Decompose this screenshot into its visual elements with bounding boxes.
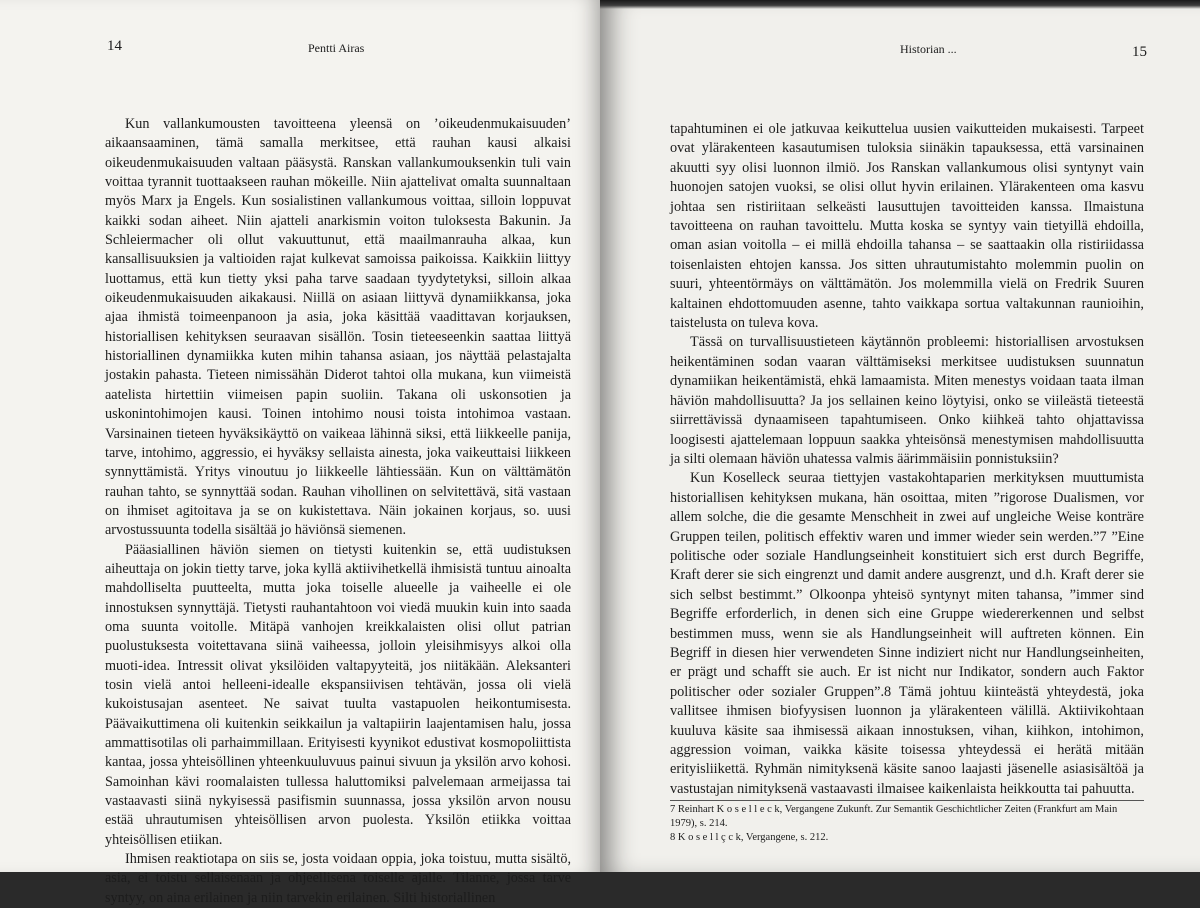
paragraph: Tässä on turvallisuustieteen käytännön probleemi: historiallisen arvostuksen heikentäminen sodan vaaran välttämiseksi merkitsee uudistuksen suunnatun dynamiikan heikentämistä, ehkä lamaamista. Miten menestys voidaan taata ilman häviön mahdollisuutta? Ja jos sellainen keino löytyisi, onko se viileästä tieteestä siirrettävissä dynaamiseen tapahtumiseen. Onko kiihkeä tahto ohjattavissa loogisesti ajattelemaan loppuun saakka yhteisönsä menestymisen mahdollisuutta ja silti olemaan häviön uhatessa valmis äärimmäisiin ponnistuksiin? — [670, 334, 1144, 467]
right-page — [600, 0, 1200, 872]
left-body-text — [105, 115, 571, 908]
left-page — [0, 0, 600, 906]
footnote: 7 Reinhart K o s e l l e c k, Vergangene Zukunft. Zur Semantik Geschichtlicher Zeiten (Frankfurt am Main 1979), s. 214. — [670, 804, 1118, 829]
paragraph: Kun vallankumousten tavoitteena yleensä on ’oikeudenmukaisuuden’ aikaansaaminen, tämä samalla merkitsee, että rauhan kausi alkaisi oikeudenmukaisuuden valtaan pääsystä. Ranskan vallankumouksenkin tuli vain voittaa tyrannit tuottaakseen rauhan mökeille. Niin ajattelivat omalta suunnaltaan myös Marx ja Engels. Kun sosialistinen vallankumous voittaa, silloin loppuvat kaikki sodan aiheet. Niin ajatteli anarkismin voiton tuloksesta Bakunin. Ja Schleiermacher oli ollut vakuuttunut, että maailmanrauha alkaa, kun kansallisuuksien ja valtioiden rajat kulkevat samoissa paikoissa. Kaikkiin liittyy luottamus, että kun tietty yksi paha tarve saadaan tyydytetyksi, silloin alkaa oikeudenmukaisuuden aikakausi. Niillä on asiaan liittyvä dynamiikkansa, joka ajaa ihmistä toimeenpanoon ja asia, joka käsittää vaadittavan korjauksen, historiallisen kehityksen seuraavan sisällön. Tosin tieteeseenkin saattaa liittyä historiallinen dynamiikka kuten mihin tahansa asiaan, jos näyttää pelastajalta jostakin pahasta. Tieteen nimissähän Diderot tahtoi olla mukana, kun viimeistä aatelista hirtettiin viimeisen papin suoliin. Takana oli uskonsotien ja uskonintohimojen kausi. Toinen intohimo nousi toista intohimoa vastaan. Varsinainen tieteen hyväksikäyttö on vaikeaa lähinnä siksi, että liikkeelle panija, tarve, intohimo, aggressio, ei hyväksy sellaista ainesta, joka vaikeuttaisi liikkeen synnyttämistä. Yritys vinoutuu jo liikkeelle lähtiessään. Kun on välttämätön rauhan tahto, se synnyttää sodan. Rauhan vihollinen on selvitettävä, sitä vastaan on ihmiset agitoitava ja se on kukistettava. Näin jokainen korjaus, so. uusi arvostussuunta todella sisältää jo häviönsä siemenen. — [105, 116, 571, 539]
paragraph: Kun Koselleck seuraa tiettyjen vastakohtaparien merkityksen muuttumista historiallisen kehityksen mukana, hän osoittaa, miten ”rigorose Dualismen, vor allem solche, die die gesamte Menschheit in zwei auf ungleiche Weise konträre Gruppen teilen, politisch effektiv waren und immer wieder sein werden.”7 ”Eine politische oder soziale Handlungseinheit konstituiert sich erst durch Begriffe, Kraft derer sie sich eingrenzt und damit andere ausgrenzt, und d.h. Kraft derer sie sich selbst bestimmt.” Olkoonpa yhteisö syntynyt miten tahansa, ”immer sind Begriffe erforderlich, in denen sich eine Gruppe wiedererkennen und selbst bestimmen muss, wenn sie als Handlungseinheit will auftreten können. Ein Begriff in diesen hier verwendeten Sinne indiziert nicht nur Handlungseinheiten, er prägt und schafft sie auch. Er ist nicht nur Indikator, sondern auch Faktor politischer oder sozialer Gruppen”.8 Tämä johtuu kiinteästä yhteydestä, joka vallitsee ihmisen biofyysisen luonnon ja ylärakenteen välillä. Aktiivikohtaan kuuluva käsite saa ihmisessä aikaan innostuksen, vihan, kiihkon, intohimon, aggression voiman, vaikka käsite toisessa yhteydessä ei herätä mitään erityisliikettä. Ryhmän nimityksenä käsite sanoo laajasti jäsenelle asiasisältöä ja vastustajan nimityksenä vastaavasti ilmaisee kaikenlaista heikkoutta tai pahuutta. — [670, 470, 1144, 797]
running-header-right: Historian ... — [900, 42, 957, 56]
footnotes — [670, 800, 1144, 845]
running-header-left: Pentti Airas — [308, 41, 365, 55]
page-number-right: 15 — [1132, 44, 1147, 60]
paragraph: tapahtuminen ei ole jatkuvaa keikuttelua uusien vaikutteiden mukaisesti. Tarpeet ovat ylärakenteen kasautumisen tuloksia siinäkin tapauksessa, että varsinainen akuutti syy olisi luonnon ilmiö. Jos Ranskan vallankumous olisi syntynyt vain huonojen satojen vuoksi, se olisi ollut hyvin erilainen. Ylärakenteen oma kasvu johtaa sen ristiriitaan selkeästi lausuttujen tavoitteiden kanssa. Ilmaistuna tavoitteena on rauhan tavoittelu. Mutta koska se syntyy vain tietyillä ehdoilla, oman asian voitolla – ei millä ehdoilla tahansa – se saattaakin olla ristiriidassa toisenlaisten ehtojen kanssa. Jos sitten uhrautumistahto molemmin puolin on suuri, yhteentörmäys on välttämätön. Jos molemmilla vielä on Fredrik Suuren kaltainen ehdottomuuden asenne, tahto vaikkapa sortua valtakunnan raunioihin, taistelusta on tuleva kova. — [670, 121, 1144, 332]
right-body-text — [670, 120, 1144, 799]
scan-edge-shadow — [600, 0, 1200, 9]
page-number-left: 14 — [107, 38, 122, 54]
footnote: 8 K o s e l l ç c k, Vergangene, s. 212. — [670, 832, 829, 843]
paragraph: Pääasiallinen häviön siemen on tietysti kuitenkin se, että uudistuksen aiheuttaja on jokin tietty tarve, joka kyllä aktiivihetkellä ihmisistä tuntuu ainoalta mahdolliselta puutteelta, mutta joka toiselle alueelle ja vaiheelle ei ole innostuksen synnyttäjä. Tietysti rauhantahtoon voi viedä muukin kuin into saada oma suunta voitolle. Mitäpä vanhojen kreikkalaisten olisi ollut patrian puolustuksesta voitettavana siinä vaiheessa, jolloin yleisihmisyys alkoi olla muoti-idea. Intressit olivat yksilöiden valtapyyteitä, jos niitäkään. Aleksanteri tosin vielä antoi helleeni-idealle ekspansiivisen tehtävän, jossa oli vielä kukoistusajan asenteet. Ne saivat tuulta vastapuolen heikontumisesta. Päävaikuttimena oli kuitenkin seikkailun ja valtapiirin laajentamisen halu, jossa ammattisotilas oli parhaimmillaan. Erityisesti kyynikot edustivat kosmopoliittista kantaa, jossa yhteisöllinen yhteenkuuluvuus painui sivuun ja yksilön arvo kohosi. Samoinhan kävi roomalaisten tullessa haluttomiksi palvelemaan armeijassa tai vastaavasti siinä nykyisessä pasifismin suunnassa, jossa yksilön arvon nousu estää uhrautumisen yhteisöllisen arvon puolesta. Yksilön etiikka voittaa yhteisöllisen etiikan. — [105, 541, 571, 848]
paragraph: Ihmisen reaktiotapa on siis se, josta voidaan oppia, joka toistuu, mutta sisältö, asia, ei toistu sellaisenaan ja ohjeellisena toiselle ajalle. Tilanne, jossa tarve syntyy, on aina erilainen ja niin tarvekin erilainen. Silti historiallinen — [105, 851, 571, 906]
